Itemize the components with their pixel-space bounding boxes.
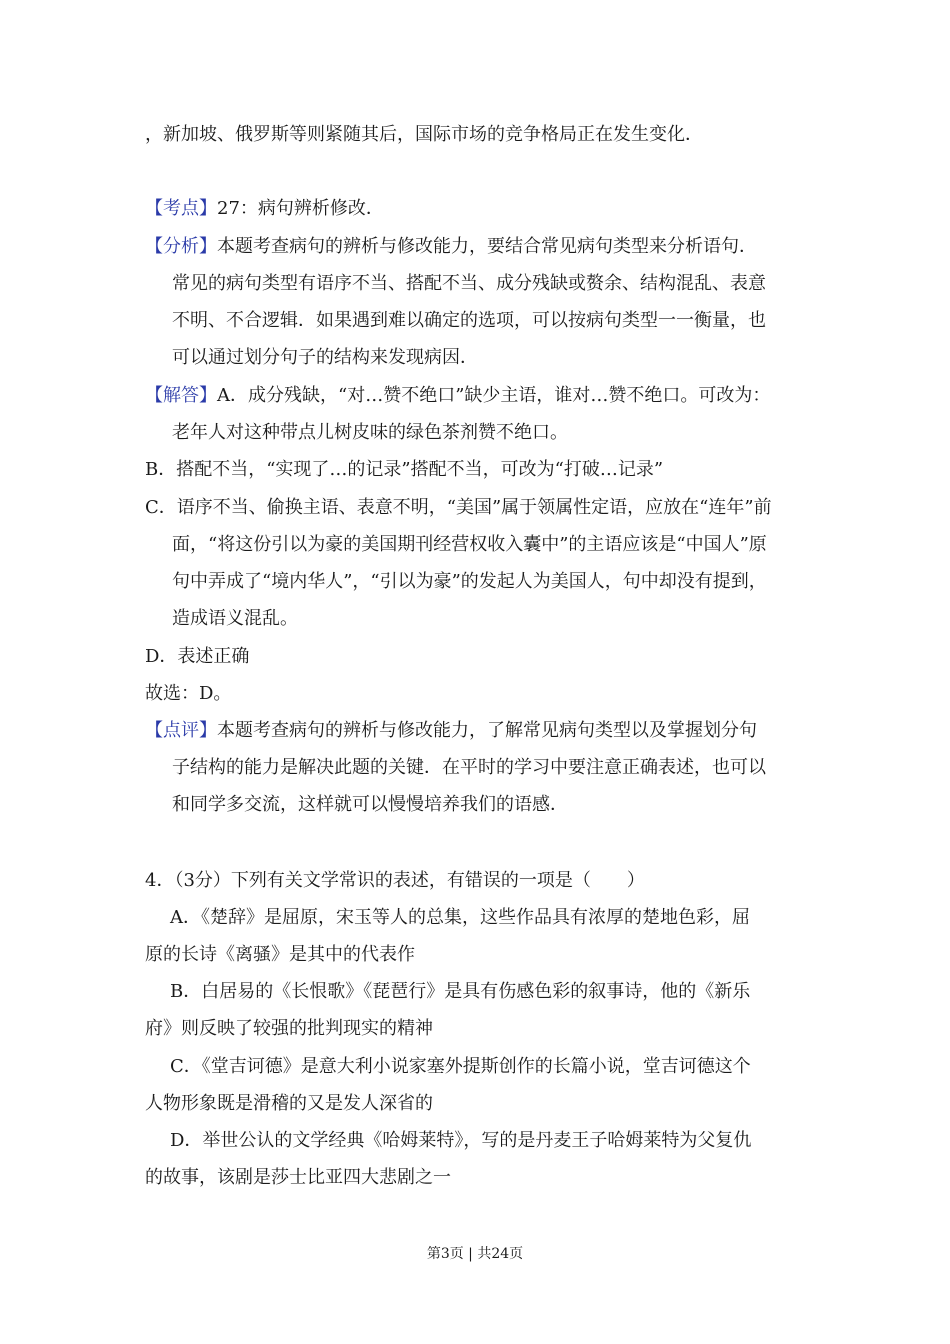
answer-line: 故选：D。: [145, 683, 232, 704]
option-d-line-2: 的故事，该剧是莎士比亚四大悲剧之一: [145, 1167, 451, 1188]
option-c-line-2: 人物形象既是滑稽的又是发人深省的: [145, 1093, 433, 1114]
dianping-line-1: [145, 718, 825, 744]
dianping-line-2: 子结构的能力是解决此题的关键．在平时的学习中要注意正确表述，也可以: [172, 757, 766, 778]
kaodian-tag: 【考点】: [145, 198, 217, 219]
option-a-line-1: A．《楚辞》是屈原，宋玉等人的总集，这些作品具有浓厚的楚地色彩，屈: [170, 907, 750, 928]
dianping-tag: 【点评】: [145, 720, 217, 741]
fenxi-line-4: 可以通过划分句子的结构来发现病因．: [172, 347, 478, 368]
kaodian-text: 27：病句辨析修改．: [217, 198, 384, 219]
jieda-line-c4: 造成语义混乱。: [172, 608, 298, 629]
jieda-line-a1: [145, 383, 825, 409]
jieda-tag: 【解答】: [145, 385, 217, 406]
option-b-line-2: 府》则反映了较强的批判现实的精神: [145, 1018, 433, 1039]
jieda-line-d: D．表述正确: [145, 646, 250, 667]
page-footer: 第3页 | 共24页: [426, 1246, 524, 1262]
fenxi-line-3: 不明、不合逻辑．如果遇到难以确定的选项，可以按病句类型一一衡量，也: [172, 310, 766, 331]
option-d-line-1: D．举世公认的文学经典《哈姆莱特》，写的是丹麦王子哈姆莱特为父复仇: [170, 1130, 752, 1151]
jieda-line-c3: 句中弄成了“境内华人”，“引以为豪”的发起人为美国人，句中却没有提到，: [172, 571, 767, 592]
continuation-line: ，新加坡、俄罗斯等则紧随其后，国际市场的竞争格局正在发生变化．: [145, 124, 703, 145]
fenxi-line-2: 常见的病句类型有语序不当、搭配不当、成分残缺或赘余、结构混乱、表意: [172, 273, 766, 294]
jieda-a-text-1: A．成分残缺，“对…赞不绝口”缺少主语，谁对…赞不绝口。可改为：: [217, 385, 771, 406]
question4-stem: 4．（3分）下列有关文学常识的表述，有错误的一项是（ ）: [145, 870, 645, 891]
dianping-text-1: 本题考查病句的辨析与修改能力，了解常见病句类型以及掌握划分句: [217, 720, 757, 741]
jieda-line-b: B．搭配不当，“实现了…的记录”搭配不当，可改为“打破…记录”: [145, 459, 664, 480]
fenxi-tag: 【分析】: [145, 236, 217, 257]
jieda-line-c2: 面，“将这份引以为豪的美国期刊经营权收入囊中”的主语应该是“中国人”原: [172, 534, 767, 555]
option-a-line-2: 原的长诗《离骚》是其中的代表作: [145, 944, 415, 965]
jieda-line-a2: 老年人对这种带点儿树皮味的绿色茶剂赞不绝口。: [172, 422, 568, 443]
jieda-line-c1: C．语序不当、偷换主语、表意不明，“美国”属于领属性定语，应放在“连年”前: [145, 497, 772, 518]
kaodian-line: [145, 196, 825, 222]
fenxi-line-1: [145, 234, 825, 260]
option-b-line-1: B．白居易的《长恨歌》《琵琶行》是具有伤感色彩的叙事诗，他的《新乐: [170, 981, 751, 1002]
dianping-line-3: 和同学多交流，这样就可以慢慢培养我们的语感．: [172, 794, 568, 815]
fenxi-text-1: 本题考查病句的辨析与修改能力，要结合常见病句类型来分析语句．: [217, 236, 757, 257]
option-c-line-1: C．《堂吉诃德》是意大利小说家塞外提斯创作的长篇小说，堂吉诃德这个: [170, 1056, 751, 1077]
